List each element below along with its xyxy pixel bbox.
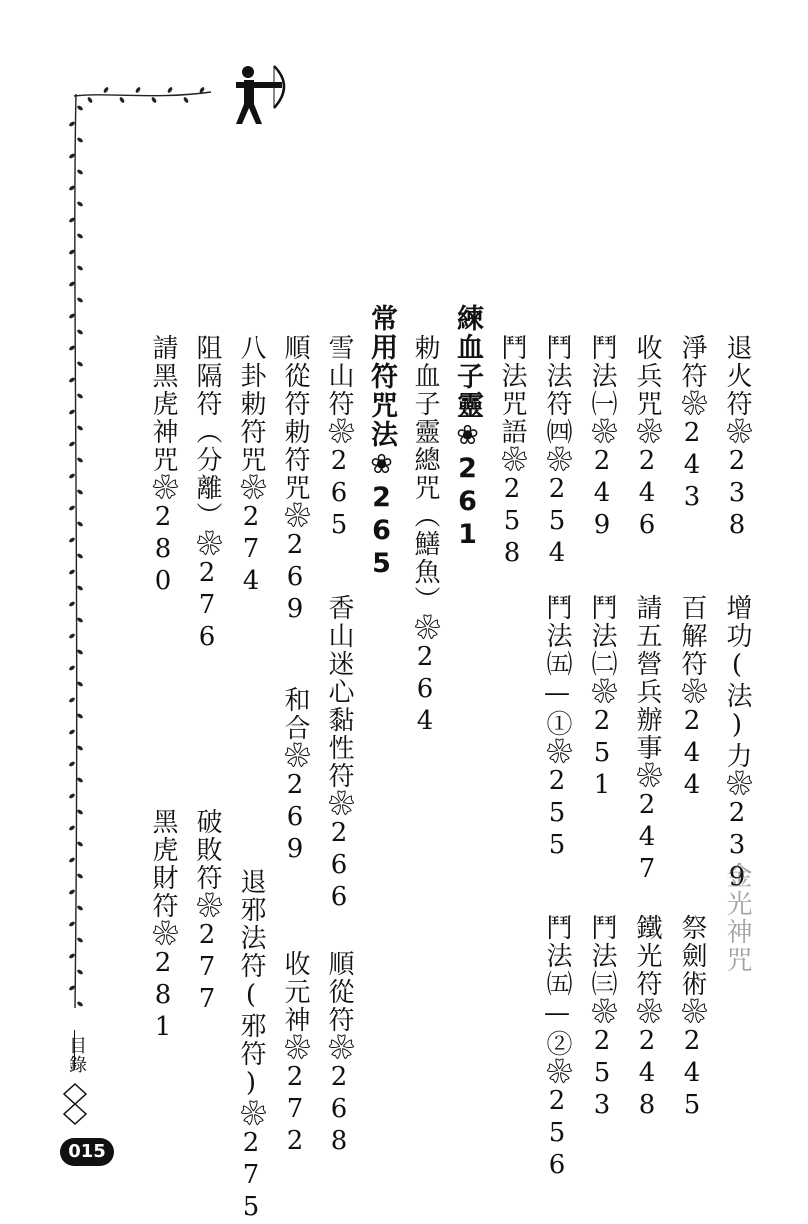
vine-leaf xyxy=(68,505,75,512)
toc-entry-doufa-3: 鬥法㈢❀253 xyxy=(587,914,617,1122)
vine-leaf xyxy=(76,873,83,880)
vine-leaf xyxy=(68,569,75,576)
toc-entry-doufa-zhouyu: 鬥法咒語❀258 xyxy=(497,334,527,570)
vine-leaf xyxy=(68,665,75,672)
vine-leaf xyxy=(68,953,75,960)
toc-entry-shoubing: 收兵咒❀246 xyxy=(632,334,662,542)
vine-leaf xyxy=(183,96,190,103)
vine-leaf xyxy=(76,841,83,848)
toc-entry-doufa-5-1: 鬥法㈤—①❀255 xyxy=(542,594,572,862)
vine-leaf xyxy=(76,617,83,624)
diamond-ornament xyxy=(62,1082,88,1126)
vine-leaf xyxy=(76,553,83,560)
vine-leaf xyxy=(76,297,83,304)
vine-leaf xyxy=(68,121,75,128)
toc-entry-hehe: 和合❀269 xyxy=(280,686,310,866)
vine-leaf xyxy=(68,761,75,768)
vine-leaf xyxy=(68,473,75,480)
toc-entry-zuge: 阻隔符（分離）❀276 xyxy=(192,334,222,654)
vine-leaf xyxy=(76,489,83,496)
vine-leaf xyxy=(76,745,83,752)
vine-leaf xyxy=(76,233,83,240)
vine-leaf xyxy=(68,697,75,704)
vine-leaf xyxy=(76,937,83,944)
vine-leaf xyxy=(68,921,75,928)
vine-leaf xyxy=(151,96,158,103)
toc-entry-doufa-2: 鬥法㈡❀251 xyxy=(587,594,617,802)
page-number: 015 xyxy=(60,1138,114,1166)
toc-entry-shuncong: 順從符❀268 xyxy=(324,950,354,1158)
section-label: 目錄 xyxy=(66,1036,87,1074)
vine-leaf xyxy=(68,889,75,896)
vine-leaf xyxy=(76,169,83,176)
vine-leaf xyxy=(68,601,75,608)
toc-entry-pobai: 破敗符❀277 xyxy=(192,808,222,1016)
vine-leaf xyxy=(103,86,110,93)
section-heading-changyong: 常用符咒法❀265 xyxy=(366,304,397,581)
toc-entry-doufa-4: 鬥法符㈣❀254 xyxy=(542,334,572,570)
vine-leaf xyxy=(76,649,83,656)
toc-entry-jijian: 祭劍術❀245 xyxy=(677,914,707,1122)
toc-entry-tieguang: 鐵光符❀248 xyxy=(632,914,662,1122)
toc-entry-shuncong-chifu: 順從符勅符咒❀269 xyxy=(280,334,310,626)
vine-leaf xyxy=(68,729,75,736)
vine-leaf xyxy=(76,105,83,112)
vine-leaf xyxy=(167,86,174,93)
toc-entry-doufa-1: 鬥法㈠❀249 xyxy=(587,334,617,542)
vine-leaf xyxy=(76,585,83,592)
vine-leaf xyxy=(68,793,75,800)
vine-leaf xyxy=(76,201,83,208)
archer-logo xyxy=(232,64,292,128)
vine-leaf xyxy=(76,809,83,816)
vine-leaf xyxy=(76,905,83,912)
section-heading-lianxue: 練血子靈❀261 xyxy=(452,304,483,552)
toc-entry-chixue-zongzhou: 勅血子靈總咒（鱔魚）❀264 xyxy=(410,334,440,738)
vine-leaf xyxy=(76,713,83,720)
vine-leaf xyxy=(68,633,75,640)
vine-leaf xyxy=(68,441,75,448)
vine-leaf xyxy=(76,425,83,432)
toc-entry-xiangshan: 香山迷心黏性符❀266 xyxy=(324,594,354,914)
vine-leaf xyxy=(76,777,83,784)
vine-leaf xyxy=(68,409,75,416)
toc-entry-heihu-caifu: 黑虎財符❀281 xyxy=(148,808,178,1044)
vine-leaf xyxy=(87,96,94,103)
toc-entry-xueshan: 雪山符❀265 xyxy=(324,334,354,542)
toc-entry-tuixie: 退邪法符(邪符)❀275 xyxy=(236,868,266,1224)
vine-leaf xyxy=(76,361,83,368)
vine-leaf xyxy=(76,681,83,688)
toc-entry-zenggong: 增功(法)力❀239 xyxy=(722,594,752,894)
vine-leaf xyxy=(68,537,75,544)
toc-entry-qingwuying: 請五營兵辦事❀247 xyxy=(632,594,662,886)
vine-leaf xyxy=(76,393,83,400)
toc-entry-tuihuo: 退火符❀238 xyxy=(722,334,752,542)
vine-leaf xyxy=(68,857,75,864)
toc-entry-shouyuan: 收元神❀272 xyxy=(280,950,310,1158)
toc-entry-bagua: 八卦勅符咒❀274 xyxy=(236,334,266,598)
vine-leaf xyxy=(76,457,83,464)
vine-leaf xyxy=(135,86,142,93)
vine-leaf xyxy=(76,329,83,336)
toc-entry-doufa-5-2: 鬥法㈤—②❀256 xyxy=(542,914,572,1182)
toc-entry-heihu-shenzhou: 請黑虎神咒❀280 xyxy=(148,334,178,598)
vine-leaf xyxy=(76,969,83,976)
vine-leaf xyxy=(76,265,83,272)
vine-leaf xyxy=(76,137,83,144)
vine-leaf xyxy=(68,825,75,832)
toc-entry-faded: 金光神咒 xyxy=(722,862,752,974)
vine-leaf xyxy=(76,1001,83,1008)
vine-leaf xyxy=(76,521,83,528)
vine-leaf xyxy=(68,377,75,384)
vine-leaf xyxy=(119,96,126,103)
toc-entry-baijie: 百解符❀244 xyxy=(677,594,707,802)
toc-entry-jingfu: 淨符❀243 xyxy=(677,334,707,514)
